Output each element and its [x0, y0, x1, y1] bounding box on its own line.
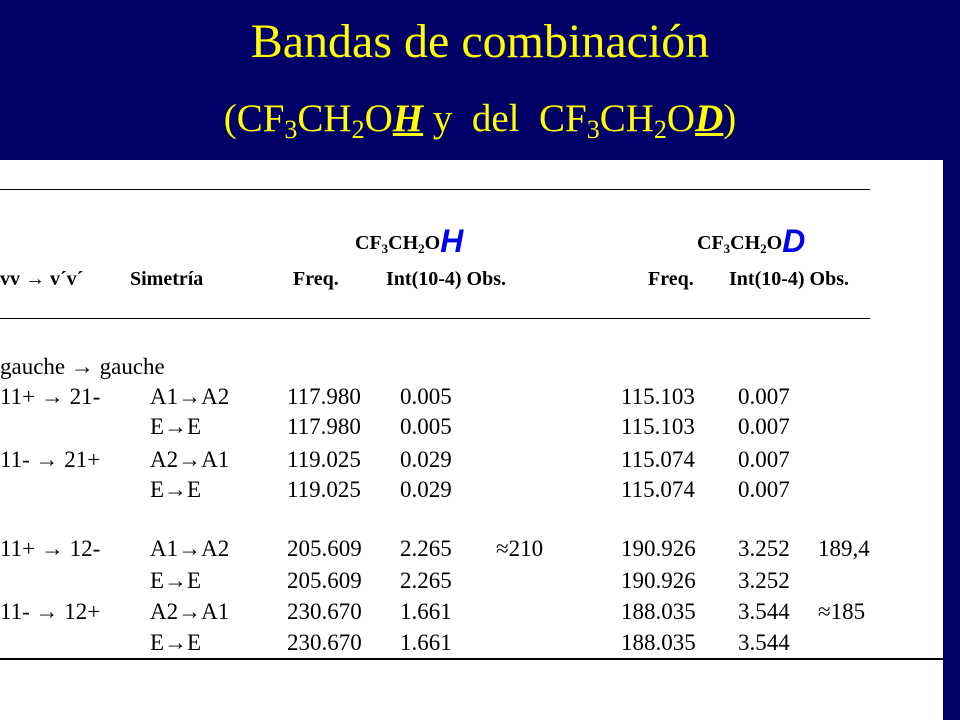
col-header-symmetry: Simetría: [130, 268, 204, 290]
cell-int-d: 0.007: [738, 477, 790, 502]
cell-int-h: 2.265: [400, 568, 452, 593]
cell-int-h: 0.029: [400, 477, 452, 502]
cell-int-d: 0.007: [738, 447, 790, 472]
col-header-freq-h: Freq.: [293, 268, 339, 290]
cell-freq-d: 115.103: [621, 414, 695, 439]
cell-obs-h: ≈210: [496, 536, 544, 561]
cell-int-d: 0.007: [738, 414, 790, 439]
cell-symmetry: E→E: [150, 477, 202, 502]
cell-int-d: 3.544: [738, 630, 790, 655]
table-top-rule: [0, 189, 870, 190]
cell-freq-d: 115.074: [621, 447, 695, 472]
cell-int-d: 3.544: [738, 599, 790, 624]
d-compound-formula: $CF_3CH_2OD$: [697, 223, 806, 259]
cell-freq-h: 117.980: [287, 384, 361, 409]
cell-freq-d: 190.926: [621, 536, 696, 561]
cell-transition: 11+ → 21-: [0, 384, 101, 409]
cell-int-h: 0.029: [400, 447, 452, 472]
cell-transition: 11+ → 12-: [0, 536, 101, 561]
hydrogen-label: H: [392, 97, 424, 140]
deuterium-label: D: [695, 97, 724, 140]
section-label: gauche → gauche: [0, 354, 165, 379]
cell-freq-d: 188.035: [621, 599, 696, 624]
cell-transition: 11- → 12+: [0, 599, 101, 624]
cell-int-d: 0.007: [738, 384, 790, 409]
cell-int-h: 0.005: [400, 384, 452, 409]
slide-subtitle: ($CF_3CH_2OH$ y del $CF_3CH_2OD$): [223, 97, 737, 144]
cell-int-h: 1.661: [400, 630, 452, 655]
cell-obs-d: ≈185: [818, 599, 866, 624]
cell-symmetry: A1→A2: [150, 536, 230, 561]
cell-freq-h: 205.609: [287, 536, 362, 561]
cell-freq-h: 117.980: [287, 414, 361, 439]
cell-int-h: 0.005: [400, 414, 452, 439]
cell-transition: 11- → 21+: [0, 447, 101, 472]
table-header-rule: [0, 318, 870, 319]
slide-title: Bandas de combinación: [250, 15, 710, 68]
cell-symmetry: A1→A2: [150, 384, 230, 409]
right-border-bar: [943, 160, 960, 720]
cell-freq-h: 230.670: [287, 599, 362, 624]
cell-int-d: 3.252: [738, 568, 790, 593]
cell-int-h: 1.661: [400, 599, 452, 624]
col-header-freq-d: Freq.: [648, 268, 694, 290]
cell-symmetry: E→E: [150, 414, 202, 439]
col-header-intobs-d: Int(10-4) Obs.: [729, 268, 850, 290]
cell-symmetry: E→E: [150, 568, 202, 593]
cell-freq-d: 190.926: [621, 568, 696, 593]
cell-freq-h: 230.670: [287, 630, 362, 655]
table-bottom-rule: [0, 658, 943, 660]
cell-freq-h: 119.025: [287, 477, 361, 502]
cell-obs-d: 189,4: [818, 536, 870, 561]
col-header-transition: vv → v´v´: [0, 268, 84, 290]
cell-freq-d: 115.074: [621, 477, 695, 502]
cell-freq-d: 115.103: [621, 384, 695, 409]
cell-symmetry: A2→A1: [150, 447, 230, 472]
cell-int-d: 3.252: [738, 536, 790, 561]
cell-int-h: 2.265: [400, 536, 452, 561]
cell-freq-h: 205.609: [287, 568, 362, 593]
cell-symmetry: A2→A1: [150, 599, 230, 624]
cell-freq-d: 188.035: [621, 630, 696, 655]
cell-symmetry: E→E: [150, 630, 202, 655]
h-compound-formula: $CF_3CH_2OH$: [355, 223, 464, 259]
col-header-intobs-h: Int(10-4) Obs.: [386, 268, 507, 290]
cell-freq-h: 119.025: [287, 447, 361, 472]
